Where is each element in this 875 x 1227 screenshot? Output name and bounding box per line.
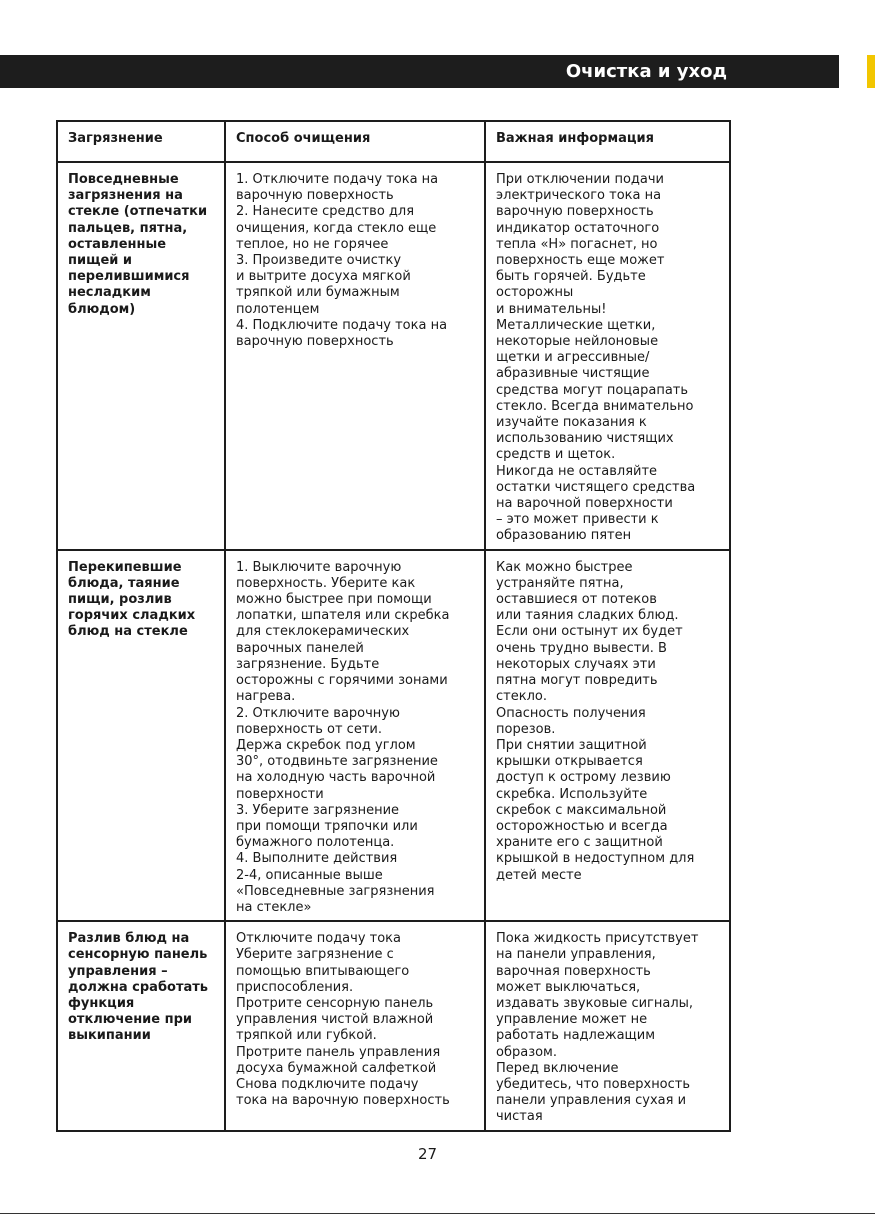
cell-text-line: Держа скребок под углом [236, 737, 416, 753]
cell-text-line: средства могут поцарапать [496, 382, 689, 398]
cell-text-line: может выключаться, [496, 979, 641, 995]
cell-text-line: и внимательны! [496, 301, 607, 317]
cell-text-line: несладким [68, 285, 151, 301]
cell-text-line: тока на варочную поверхность [236, 1093, 450, 1109]
cell-text-line: работать надлежащим [496, 1028, 656, 1044]
cell-text-line: 3. Уберите загрязнение [236, 802, 400, 818]
cell-text-line: Перекипевшие [68, 559, 182, 575]
cell-text-line: Разлив блюд на [68, 931, 190, 947]
cell-text-line: осторожностью и всегда [496, 818, 668, 834]
cell-text-line: убедитесь, что поверхность [496, 1076, 691, 1092]
cell-text-line: При снятии защитной [496, 737, 647, 753]
header-bar [0, 55, 839, 88]
cell-text-line: нагрева. [236, 689, 296, 705]
cell-text-line: стекло. [496, 689, 547, 705]
cell-text-line: скребок с максимальной [496, 802, 667, 818]
cell-text-line: средств и щеток. [496, 447, 616, 463]
dirt-cell [57, 162, 225, 550]
cell-text-line: сенсорную панель [68, 947, 208, 963]
cell-text-line: варочную поверхность [496, 204, 654, 220]
cell-text-line: управление может не [496, 1012, 648, 1028]
column-header-dirt: Загрязнение [57, 121, 225, 162]
cell-text-line: поверхность еще может [496, 253, 665, 269]
cell-text-line: должна сработать [68, 979, 209, 995]
cell-text-line: остатки чистящего средства [496, 479, 696, 495]
cell-text-line: «Повседневные загрязнения [236, 883, 435, 899]
cell-text-line: на панели управления, [496, 947, 656, 963]
cell-text-line: теплое, но не горячее [236, 236, 389, 252]
cell-text-line: функция [68, 995, 135, 1011]
cell-text-line: щетки и агрессивные/ [496, 350, 650, 366]
cell-text-line: очень трудно вывести. В [496, 640, 667, 656]
method-cell [225, 162, 485, 550]
cell-text-line: загрязнение. Будьте [236, 656, 380, 672]
cell-text-line: тряпкой или бумажным [236, 285, 400, 301]
cell-text-line: чистая [496, 1109, 543, 1125]
cell-text-line: можно быстрее при помощи [236, 592, 432, 608]
cell-text-line: храните его с защитной [496, 835, 663, 851]
cell-text-line: пятна могут повредить [496, 673, 658, 689]
cell-text-line: абразивные чистящие [496, 366, 650, 382]
cell-text-line: тепла «H» погаснет, но [496, 236, 658, 252]
cell-text-line: Снова подключите подачу [236, 1076, 419, 1092]
cell-text-line: 2-4, описанные выше [236, 867, 383, 883]
cell-text-line: оставленные [68, 236, 167, 252]
method-cell [225, 550, 485, 921]
cell-text-line: Отключите подачу тока [236, 931, 402, 947]
cell-text-line: досуха бумажной салфеткой [236, 1060, 437, 1076]
cell-text-line: помощью впитывающего [236, 963, 410, 979]
cell-text-line: Металлические щетки, [496, 317, 656, 333]
cell-text-line: поверхность. Уберите как [236, 575, 416, 591]
column-header-method: Способ очищения [225, 121, 485, 162]
cell-text-line: загрязнения на [68, 188, 183, 204]
cell-text-line: – это может привести к [496, 512, 659, 528]
cell-text-line: на варочной поверхности [496, 496, 673, 512]
cell-text-line: пищи, розлив [68, 592, 172, 608]
cell-text-line: выкипании [68, 1028, 151, 1044]
info-cell [485, 162, 730, 550]
cell-text-line: бумажного полотенца. [236, 835, 395, 851]
cell-text-line: устраняйте пятна, [496, 575, 624, 591]
cell-text-line: индикатор остаточного [496, 220, 660, 236]
cell-text-line: издавать звуковые сигналы, [496, 995, 694, 1011]
cell-text-line: Протрите сенсорную панель [236, 995, 434, 1011]
page-number: 27 [417, 1145, 438, 1163]
table-header-row [57, 121, 730, 162]
info-cell [485, 550, 730, 921]
cell-text-line: 2. Отключите варочную [236, 705, 400, 721]
cell-text-line: использованию чистящих [496, 431, 674, 447]
cell-text-line: 1. Выключите варочную [236, 559, 402, 575]
cell-text-line: быть горячей. Будьте [496, 269, 646, 285]
cell-text-line: осторожны [496, 285, 574, 301]
cell-text-line: варочную поверхность [236, 334, 394, 350]
cell-text-line: поверхности [236, 786, 324, 802]
cell-text-line: варочная поверхность [496, 963, 651, 979]
cell-text-line: образом. [496, 1044, 557, 1060]
cell-text-line: пальцев, пятна, [68, 220, 188, 236]
method-cell [225, 921, 485, 1130]
cell-text-line: Никогда не оставляйте [496, 463, 658, 479]
cell-text-line: лопатки, шпателя или скребка [236, 608, 450, 624]
cell-text-line: стекле (отпечатки [68, 204, 208, 220]
table-row [57, 162, 730, 550]
section-title: Очистка и уход [565, 61, 727, 82]
cell-text-line: доступ к острому лезвию [496, 770, 671, 786]
cell-text-line: блюд на стекле [68, 624, 188, 640]
cell-text-line: очищения, когда стекло еще [236, 220, 437, 236]
table-row [57, 921, 730, 1130]
cell-text-line: управления – [68, 963, 168, 979]
cell-text-line: управления чистой влажной [236, 1012, 434, 1028]
cell-text-line: Пока жидкость присутствует [496, 931, 699, 947]
cell-text-line: При отключении подачи [496, 172, 664, 187]
cell-text-line: варочную поверхность [236, 188, 394, 204]
cell-text-line: электрического тока на [496, 188, 662, 204]
cell-text-line: 4. Выполните действия [236, 851, 398, 867]
dirt-cell [57, 550, 225, 921]
cell-text-line: порезов. [496, 721, 556, 737]
cell-text-line: Как можно быстрее [496, 559, 633, 575]
bottom-rule [0, 1213, 875, 1214]
section-tab-marker [867, 55, 875, 88]
cell-text-line: на стекле» [236, 899, 312, 915]
cell-text-line: детей месте [496, 867, 582, 883]
cell-text-line: Повседневные [68, 172, 179, 187]
cell-text-line: приспособления. [236, 979, 354, 995]
cell-text-line: оставшиеся от потеков [496, 592, 657, 608]
cell-text-line: тряпкой или губкой. [236, 1028, 377, 1044]
cell-text-line: Если они остынут их будет [496, 624, 683, 640]
cell-text-line: горячих сладких [68, 608, 196, 624]
cell-text-line: 3. Произведите очистку [236, 253, 402, 269]
cell-text-line: скребка. Используйте [496, 786, 648, 802]
cell-text-line: 4. Подключите подачу тока на [236, 317, 448, 333]
cell-text-line: блюдом) [68, 301, 136, 317]
cell-text-line: осторожны с горячими зонами [236, 673, 448, 689]
cell-text-line: крышкой в недоступном для [496, 851, 695, 867]
cell-text-line: 2. Нанесите средство для [236, 204, 415, 220]
cell-text-line: или таяния сладких блюд. [496, 608, 679, 624]
cell-text-line: варочных панелей [236, 640, 364, 656]
cell-text-line: 1. Отключите подачу тока на [236, 172, 439, 187]
cell-text-line: поверхность от сети. [236, 721, 382, 737]
cell-text-line: для стеклокерамических [236, 624, 410, 640]
cell-text-line: на холодную часть варочной [236, 770, 436, 786]
cell-text-line: Уберите загрязнение с [236, 947, 394, 963]
cell-text-line: крышки открывается [496, 754, 643, 770]
cell-text-line: Опасность получения [496, 705, 646, 721]
cell-text-line: блюда, таяние [68, 575, 180, 591]
cell-text-line: перелившимися [68, 269, 190, 285]
cell-text-line: полотенцем [236, 301, 320, 317]
cell-text-line: Перед включение [496, 1060, 619, 1076]
dirt-cell [57, 921, 225, 1130]
cell-text-line: и вытрите досуха мягкой [236, 269, 411, 285]
cell-text-line: при помощи тряпочки или [236, 818, 418, 834]
cell-text-line: отключение при [68, 1012, 193, 1028]
cell-text-line: пищей и [68, 253, 133, 269]
cell-text-line: стекло. Всегда внимательно [496, 398, 694, 414]
cell-text-line: образованию пятен [496, 528, 632, 544]
cell-text-line: панели управления сухая и [496, 1093, 687, 1109]
info-cell [485, 921, 730, 1130]
cell-text-line: 30°, отодвиньте загрязнение [236, 754, 438, 770]
cell-text-line: Протрите панель управления [236, 1044, 441, 1060]
cleaning-table [56, 120, 731, 1132]
cell-text-line: некоторых случаях эти [496, 656, 656, 672]
cell-text-line: изучайте показания к [496, 415, 647, 431]
cell-text-line: некоторые нейлоновые [496, 334, 659, 350]
table-row [57, 550, 730, 921]
column-header-info: Важная информация [485, 121, 730, 162]
